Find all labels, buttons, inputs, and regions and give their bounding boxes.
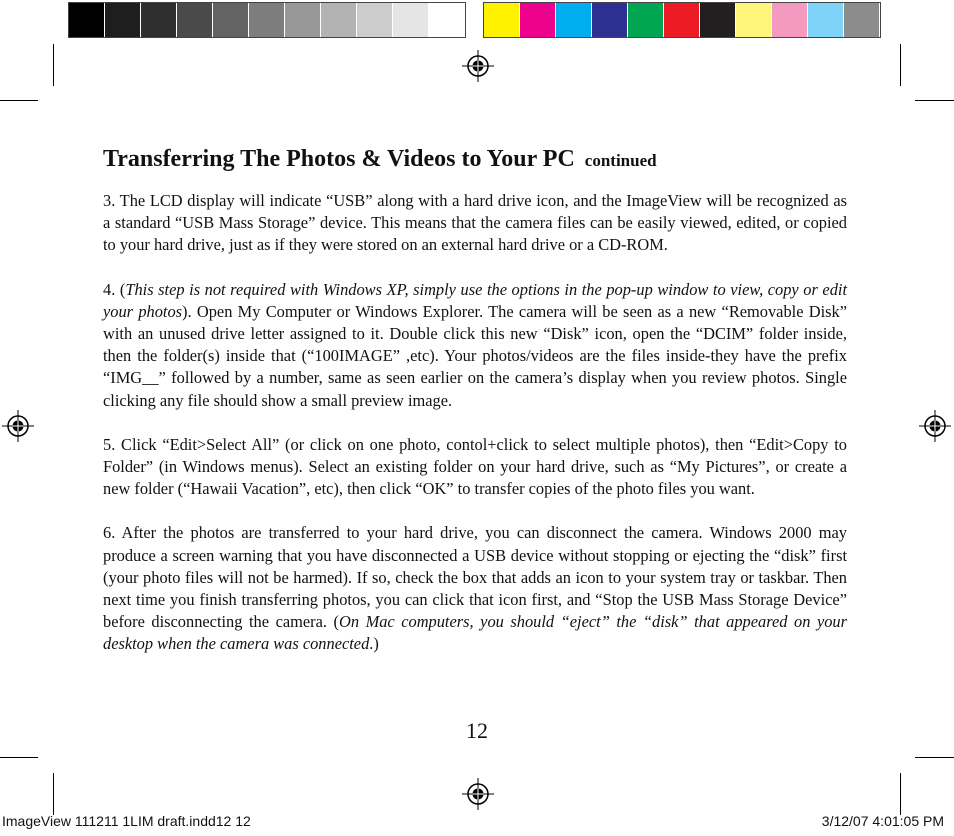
paragraph-step-6 bbox=[103, 522, 847, 655]
color-swatch bbox=[736, 3, 772, 37]
registration-mark-top-icon bbox=[462, 50, 494, 82]
registration-mark-left-icon bbox=[2, 410, 34, 442]
gray-swatch bbox=[105, 3, 141, 37]
title-main: Transferring The Photos & Videos to Your PC bbox=[103, 146, 575, 172]
step-4-text: ). Open My Computer or Windows Explorer. The camera will be seen as a new “Removable Disk” with an unused drive letter assigned to it. Double click this new “Disk” icon, open the “DCIM” folder inside, then the folder(s) inside that (“100IMAGE” ,etc). Your photos/videos are the files inside-they have the prefix “IMG__” followed by a number, same as seen earlier on the camera’s display when you review photos. Single clicking any file should show a small preview image. bbox=[103, 301, 847, 410]
page-title bbox=[103, 144, 847, 176]
process-color-bar bbox=[483, 2, 881, 38]
gray-swatch bbox=[285, 3, 321, 37]
step-6-text: 6. After the photos are transferred to your hard drive, you can disconnect the camera. Windows 2000 may produce a screen warning that you have disconnected a USB device without stopping or ejecting the “disk” first (your photo files will not be harmed). If so, check the box that adds an icon to your system tray or taskbar. Then next time you finish transferring photos, you can click that icon first, and “Stop the USB Mass Storage Device” before disconnecting the camera. ( bbox=[103, 523, 847, 632]
gray-swatch bbox=[213, 3, 249, 37]
title-continued: continued bbox=[584, 151, 657, 170]
color-swatch bbox=[592, 3, 628, 37]
paragraph-step-5: 5. Click “Edit>Select All” (or click on one photo, contol+click to select multiple photos), then “Edit>Copy to Folder” (in Windows menus). Select an existing folder on your hard drive, such as “My Pictures”, or create a new folder (“Hawaii Vacation”, etc), then click “OK” to transfer copies of the photo files you want. bbox=[103, 434, 847, 499]
crop-mark-top-left-vertical bbox=[53, 44, 54, 86]
registration-mark-right-icon bbox=[919, 410, 951, 442]
color-swatch bbox=[808, 3, 844, 37]
paragraph-step-3: 3. The LCD display will indicate “USB” along with a hard drive icon, and the ImageView will be recognized as a standard “USB Mass Storage” device. This means that the camera files can be easily viewed, edited, or copied to your hard drive, just as if they were stored on an external hard drive or a CD-ROM. bbox=[103, 191, 847, 255]
color-swatch bbox=[664, 3, 700, 37]
gray-swatch bbox=[429, 3, 465, 37]
crop-mark-top-left-horizontal bbox=[0, 100, 38, 101]
gray-swatch bbox=[249, 3, 285, 37]
color-swatch bbox=[484, 3, 520, 37]
step-6-mac-note: On Mac computers, you should “eject” the “disk” that appeared on your desktop when the camera was connected bbox=[103, 612, 847, 654]
color-swatch bbox=[520, 3, 556, 37]
registration-mark-bottom-icon bbox=[462, 778, 494, 810]
crop-mark-top-right-horizontal bbox=[915, 100, 954, 101]
grayscale-color-bar bbox=[68, 2, 466, 38]
step-4-prefix: 4. ( bbox=[103, 279, 126, 299]
gray-swatch bbox=[69, 3, 105, 37]
page-content bbox=[103, 144, 847, 678]
step-6-end: .) bbox=[369, 634, 379, 654]
gray-swatch bbox=[321, 3, 357, 37]
color-swatch bbox=[772, 3, 808, 37]
crop-mark-bottom-left-vertical bbox=[53, 773, 54, 815]
gray-swatch bbox=[177, 3, 213, 37]
color-swatch bbox=[700, 3, 736, 37]
color-swatch bbox=[844, 3, 880, 37]
crop-mark-bottom-right-horizontal bbox=[915, 757, 954, 758]
slug-file-info: ImageView 111211 1LIM draft.indd12 12 bbox=[2, 813, 251, 829]
gray-swatch bbox=[357, 3, 393, 37]
step-4-note: This step is not required with Windows XP, simply use the options in the pop-up window to view, copy or edit your photos bbox=[103, 279, 847, 321]
gray-swatch bbox=[141, 3, 177, 37]
crop-mark-bottom-left-horizontal bbox=[0, 757, 38, 758]
gray-swatch bbox=[393, 3, 429, 37]
slug-timestamp: 3/12/07 4:01:05 PM bbox=[821, 813, 944, 829]
crop-mark-bottom-right-vertical bbox=[900, 773, 901, 815]
color-swatch bbox=[628, 3, 664, 37]
crop-mark-top-right-vertical bbox=[900, 44, 901, 86]
page-number: 12 bbox=[466, 718, 488, 743]
color-swatch bbox=[556, 3, 592, 37]
paragraph-step-4 bbox=[103, 279, 847, 412]
